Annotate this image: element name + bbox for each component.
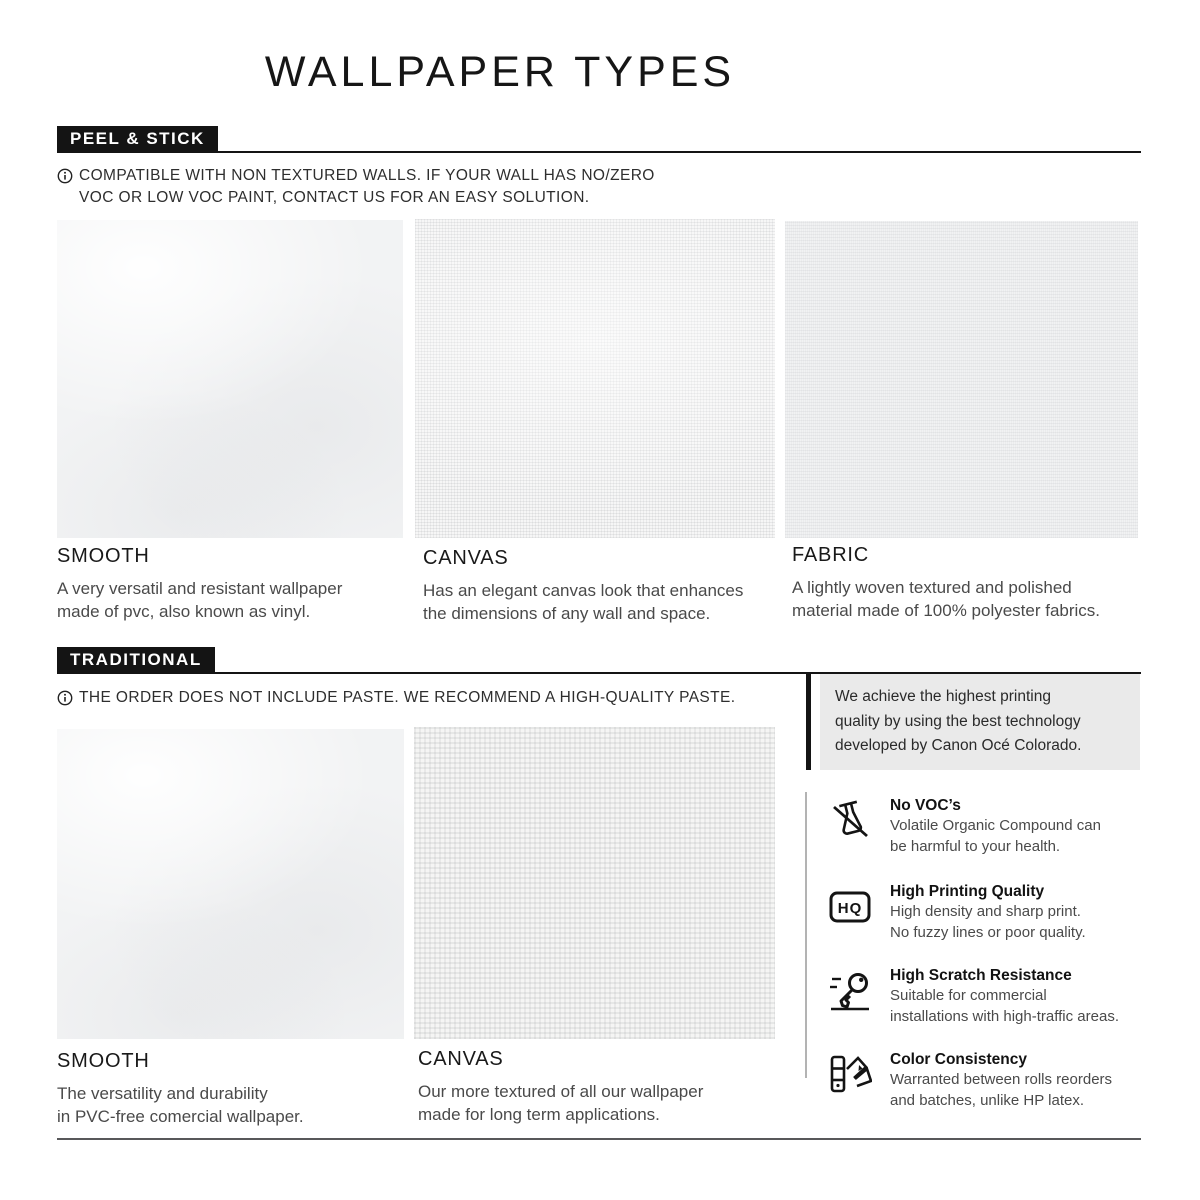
note-line: VOC OR LOW VOC PAINT, CONTACT US FOR AN EASY SOLUTION. [79, 189, 590, 206]
feature-description [890, 816, 1152, 857]
description-line: installations with high-traffic areas. [890, 1007, 1119, 1025]
swatch-title: SMOOTH [57, 545, 150, 567]
hq-icon [828, 884, 872, 930]
bottom-divider [57, 1138, 1141, 1140]
section-label-peel-stick: PEEL & STICK [57, 126, 218, 153]
swatch-image-canvas-traditional [414, 727, 775, 1039]
quote-line: We achieve the highest printing [835, 688, 1051, 705]
quote-line: quality by using the best technology [835, 712, 1081, 730]
feature-text [890, 966, 1152, 1027]
section-label-traditional: TRADITIONAL [57, 647, 215, 674]
no-voc-icon [828, 798, 872, 844]
description-line: A very versatil and resistant wallpaper [57, 579, 343, 598]
swatch-image-canvas-peel [415, 219, 775, 538]
feature-no-voc [828, 796, 1152, 857]
feature-high-printing-quality [828, 882, 1152, 943]
feature-description [890, 902, 1152, 943]
description-line: No fuzzy lines or poor quality. [890, 923, 1086, 941]
peel-stick-note-text [79, 165, 655, 209]
traditional-note [57, 687, 735, 709]
info-icon [57, 690, 73, 706]
caption-smooth-traditional [57, 1050, 304, 1128]
description-line: made for long term applications. [418, 1105, 660, 1124]
quote-line: developed by Canon Océ Colorado. [835, 737, 1082, 754]
feature-scratch-resistance [828, 966, 1152, 1027]
sidebar-quote [820, 674, 1140, 770]
feature-text [890, 796, 1152, 857]
page-title: WALLPAPER TYPES [264, 48, 736, 96]
description-line: the dimensions of any wall and space. [423, 604, 711, 623]
swatch-image-smooth-traditional [57, 729, 404, 1039]
feature-title: High Scratch Resistance [890, 967, 1072, 984]
description-line: made of pvc, also known as vinyl. [57, 602, 311, 621]
description-line: High density and sharp print. [890, 903, 1081, 920]
traditional-note-text [79, 687, 735, 709]
swatch-description [423, 579, 743, 625]
swatch-description [792, 576, 1100, 622]
info-icon [57, 168, 73, 184]
feature-text [890, 1050, 1152, 1111]
swatch-description [57, 1082, 304, 1128]
caption-smooth-peel [57, 545, 342, 623]
feature-color-consistency [828, 1050, 1152, 1111]
svg-text:HQ: HQ [837, 900, 863, 917]
note-line: THE ORDER DOES NOT INCLUDE PASTE. WE RECOMMEND A HIGH-QUALITY PASTE. [79, 689, 736, 706]
swatch-description [418, 1080, 703, 1126]
features-divider-line [805, 792, 807, 1078]
description-line: Has an elegant canvas look that enhances [423, 581, 744, 600]
peel-stick-section-rule [57, 151, 1141, 153]
description-line: Our more textured of all our wallpaper [418, 1082, 704, 1101]
swatch-description [57, 577, 342, 623]
feature-title: No VOC’s [890, 797, 961, 814]
feature-title: High Printing Quality [890, 883, 1045, 900]
swatch-title: CANVAS [418, 1048, 504, 1070]
description-line: A lightly woven textured and polished [792, 578, 1072, 597]
description-line: Volatile Organic Compound can [890, 817, 1101, 834]
note-line: COMPATIBLE WITH NON TEXTURED WALLS. IF YOUR WALL HAS NO/ZERO [79, 167, 655, 184]
description-line: Warranted between rolls reorders [890, 1071, 1113, 1088]
description-line: material made of 100% polyester fabrics. [792, 601, 1101, 620]
description-line: in PVC-free comercial wallpaper. [57, 1107, 304, 1126]
description-line: Suitable for commercial [890, 987, 1047, 1004]
feature-description [890, 1070, 1152, 1111]
color-swatch-icon [828, 1052, 872, 1098]
description-line: be harmful to your health. [890, 837, 1061, 855]
swatch-title: FABRIC [792, 544, 870, 566]
swatch-title: SMOOTH [57, 1050, 150, 1072]
caption-canvas-peel [423, 547, 743, 625]
description-line: and batches, unlike HP latex. [890, 1091, 1085, 1109]
caption-fabric-peel [792, 544, 1100, 622]
caption-canvas-traditional [418, 1048, 703, 1126]
swatch-image-smooth-peel [57, 220, 403, 538]
feature-title: Color Consistency [890, 1051, 1027, 1068]
feature-description [890, 986, 1152, 1027]
peel-stick-note [57, 165, 655, 209]
swatch-image-fabric-peel [785, 221, 1138, 538]
feature-text [890, 882, 1152, 943]
scratch-resistance-icon [828, 968, 872, 1014]
description-line: The versatility and durability [57, 1084, 268, 1103]
quote-accent-bar [806, 674, 811, 770]
swatch-title: CANVAS [423, 547, 509, 569]
